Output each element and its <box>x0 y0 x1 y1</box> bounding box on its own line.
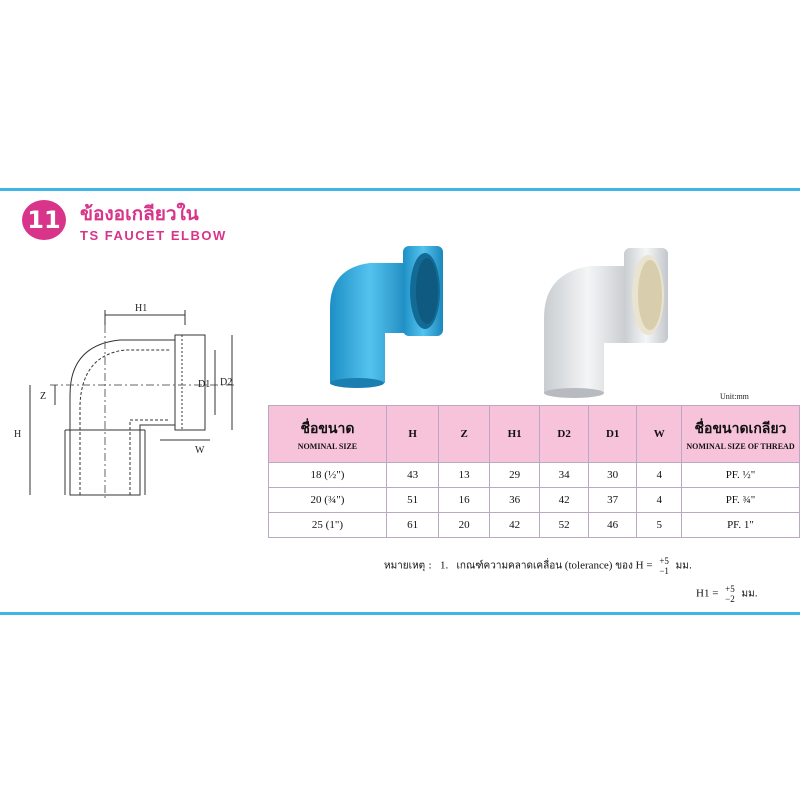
cell-thread: PF. ½" <box>681 463 799 488</box>
tolerance-note-h <box>384 556 692 576</box>
col-h1: H1 <box>489 406 540 463</box>
cell-d2: 34 <box>540 463 589 488</box>
blue-elbow-photo <box>315 238 450 388</box>
white-elbow-photo <box>532 238 672 398</box>
top-divider <box>0 188 800 191</box>
cell-w: 4 <box>637 463 682 488</box>
spec-table <box>268 405 800 538</box>
note-h-label: H = <box>635 559 653 572</box>
elbow-technical-drawing <box>10 295 260 500</box>
col-d1: D1 <box>588 406 637 463</box>
note-h1-minus: −2 <box>725 594 735 604</box>
col-z: Z <box>439 406 489 463</box>
cell-d1: 37 <box>588 488 637 513</box>
unit-label: Unit:mm <box>720 392 749 401</box>
dim-label-d2: D2 <box>220 377 233 388</box>
section-number-badge: 11 <box>22 200 66 240</box>
col-thread-size: ชื่อขนาดเกลียว NOMINAL SIZE OF THREAD <box>681 406 799 463</box>
col-nominal-size: ชื่อขนาด NOMINAL SIZE <box>269 406 387 463</box>
table-row <box>269 513 800 538</box>
cell-h: 43 <box>386 463 438 488</box>
product-title-english: TS FAUCET ELBOW <box>80 228 227 243</box>
table-row <box>269 463 800 488</box>
cell-z: 16 <box>439 488 489 513</box>
dim-label-z: Z <box>40 391 47 402</box>
bottom-divider <box>0 612 800 615</box>
cell-h: 61 <box>386 513 438 538</box>
dim-label-d1: D1 <box>198 379 211 390</box>
note-text-english: (tolerance) <box>564 559 613 572</box>
elbow-outline <box>70 340 175 495</box>
cell-z: 13 <box>439 463 489 488</box>
note-h-tolerance <box>659 556 669 576</box>
table-header-row <box>269 406 800 463</box>
note-unit-h1: มม. <box>741 588 758 600</box>
col-w: W <box>637 406 682 463</box>
cell-d2: 42 <box>540 488 589 513</box>
note-number: 1. <box>439 559 449 572</box>
cell-thread: PF. ¾" <box>681 488 799 513</box>
note-text-thai: เกณฑ์ความคลาดเคลื่อน <box>456 560 563 572</box>
note-of: ของ <box>615 560 633 572</box>
cell-w: 5 <box>637 513 682 538</box>
dim-label-w: W <box>195 445 205 456</box>
cell-nominal: 18 (½") <box>269 463 387 488</box>
cell-w: 4 <box>637 488 682 513</box>
cell-d1: 30 <box>588 463 637 488</box>
note-unit-h: มม. <box>675 560 693 572</box>
note-lead: หมายเหตุ : <box>384 560 432 572</box>
cell-d2: 52 <box>540 513 589 538</box>
cell-z: 20 <box>439 513 489 538</box>
col-h: H <box>386 406 438 463</box>
cell-h1: 36 <box>489 488 540 513</box>
note-h1-plus: +5 <box>725 584 735 594</box>
cell-d1: 46 <box>588 513 637 538</box>
cell-thread: PF. 1" <box>681 513 799 538</box>
cell-nominal: 20 (¾") <box>269 488 387 513</box>
dim-label-h: H <box>14 429 22 440</box>
cell-h1: 42 <box>489 513 540 538</box>
tolerance-note-h1 <box>696 584 758 604</box>
cell-h1: 29 <box>489 463 540 488</box>
dim-label-h1: H1 <box>135 303 148 314</box>
cell-nominal: 25 (1") <box>269 513 387 538</box>
product-title-thai: ข้องอเกลียวใน <box>80 203 199 225</box>
note-h1-tolerance <box>725 584 735 604</box>
note-h1-label: H1 = <box>696 587 719 600</box>
col-d2: D2 <box>540 406 589 463</box>
table-row <box>269 488 800 513</box>
note-h-plus: +5 <box>659 556 669 566</box>
note-h-minus: −1 <box>659 566 669 576</box>
cell-h: 51 <box>386 488 438 513</box>
